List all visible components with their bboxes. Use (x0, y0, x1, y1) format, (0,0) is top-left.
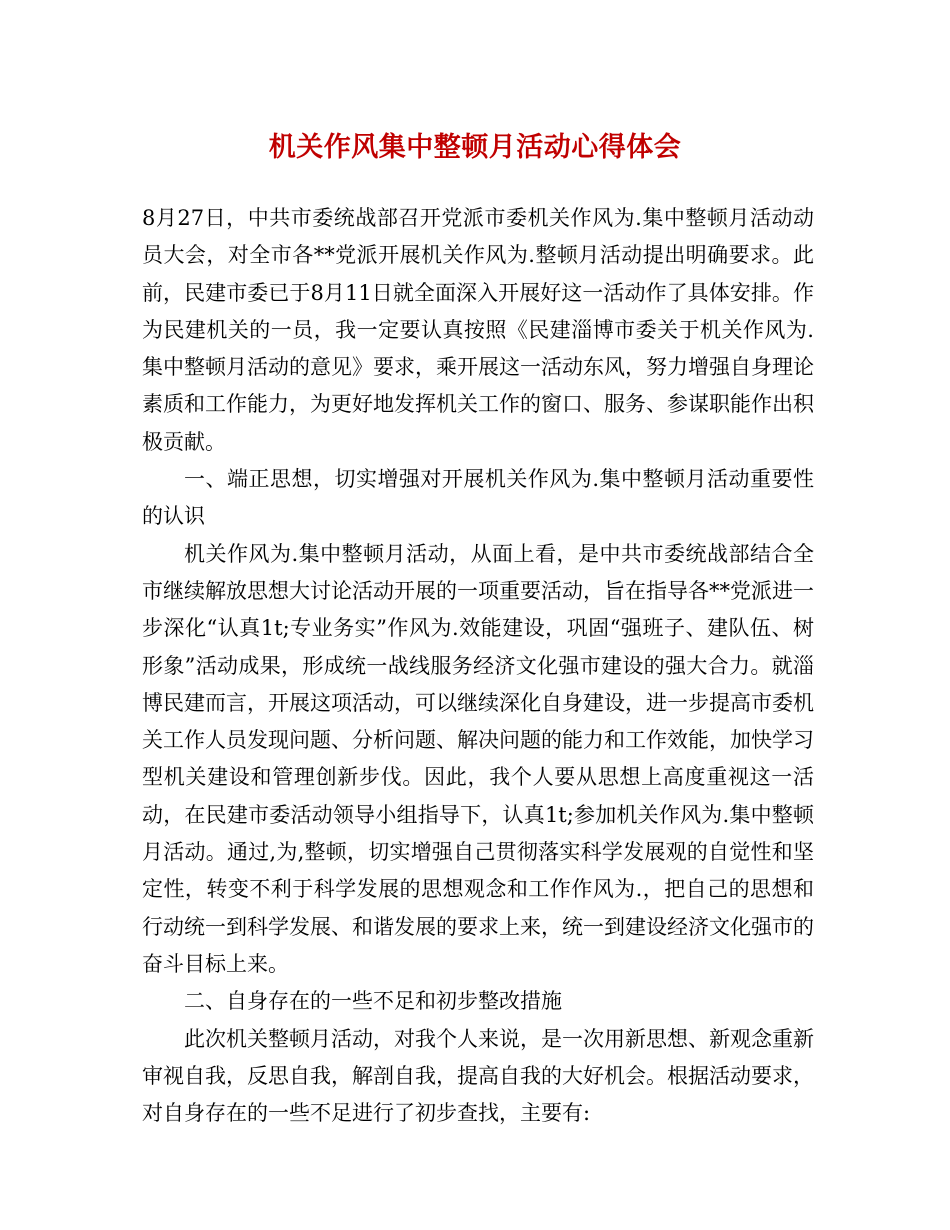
paragraph-intro: 8月27日，中共市委统战部召开党派市委机关作风为.集中整顿月活动动员大会，对全市各**党派开展机关作风为.整顿月活动提出明确要求。此前，民建市委已于8月11日就全面深入开展好这一活动作了具体安排。作为民建机关的一员，我一定要认真按照《民建淄博市委关于机关作风为.集中整顿月活动的意见》要求，乘开展这一活动东风，努力增强自身理论素质和工作能力，为更好地发挥机关工作的窗口、服务、参谋职能作出积极贡献。 (142, 206, 814, 454)
section-heading-2: 二、自身存在的一些不足和初步整改措施 (184, 989, 562, 1014)
document-title: 机关作风集中整顿月活动心得体会 (268, 132, 682, 163)
section-heading-1: 一、端正思想，切实增强对开展机关作风为.集中整顿月活动重要性的认识 (142, 467, 814, 529)
paragraph-section-1: 机关作风为.集中整顿月活动，从面上看，是中共市委统战部结合全市继续解放思想大讨论活动开展的一项重要活动，旨在指导各**党派进一步深化“认真1t;专业务实”作风为.效能建设，巩固“强班子、建队伍、树形象”活动成果，形成统一战线服务经济文化强市建设的强大合力。就淄博民建而言，开展这项活动，可以继续深化自身建设，进一步提高市委机关工作人员发现问题、分析问题、解决问题的能力和工作效能，加快学习型机关建设和管理创新步伐。因此，我个人要从思想上高度重视这一活动，在民建市委活动领导小组指导下，认真1t;参加机关作风为.集中整顿月活动。通过,为,整顿，切实增强自己贯彻落实科学发展观的自觉性和坚定性，转变不利于科学发展的思想观念和工作作风为.，把自己的思想和行动统一到科学发展、和谐发展的要求上来，统一到建设经济文化强市的奋斗目标上来。 (142, 541, 814, 976)
paragraph-section-2: 此次机关整顿月活动，对我个人来说，是一次用新思想、新观念重新审视自我，反思自我，解剖自我，提高自我的大好机会。根据活动要求，对自身存在的一些不足进行了初步查找，主要有: (142, 1026, 814, 1126)
document-body (142, 200, 814, 1132)
